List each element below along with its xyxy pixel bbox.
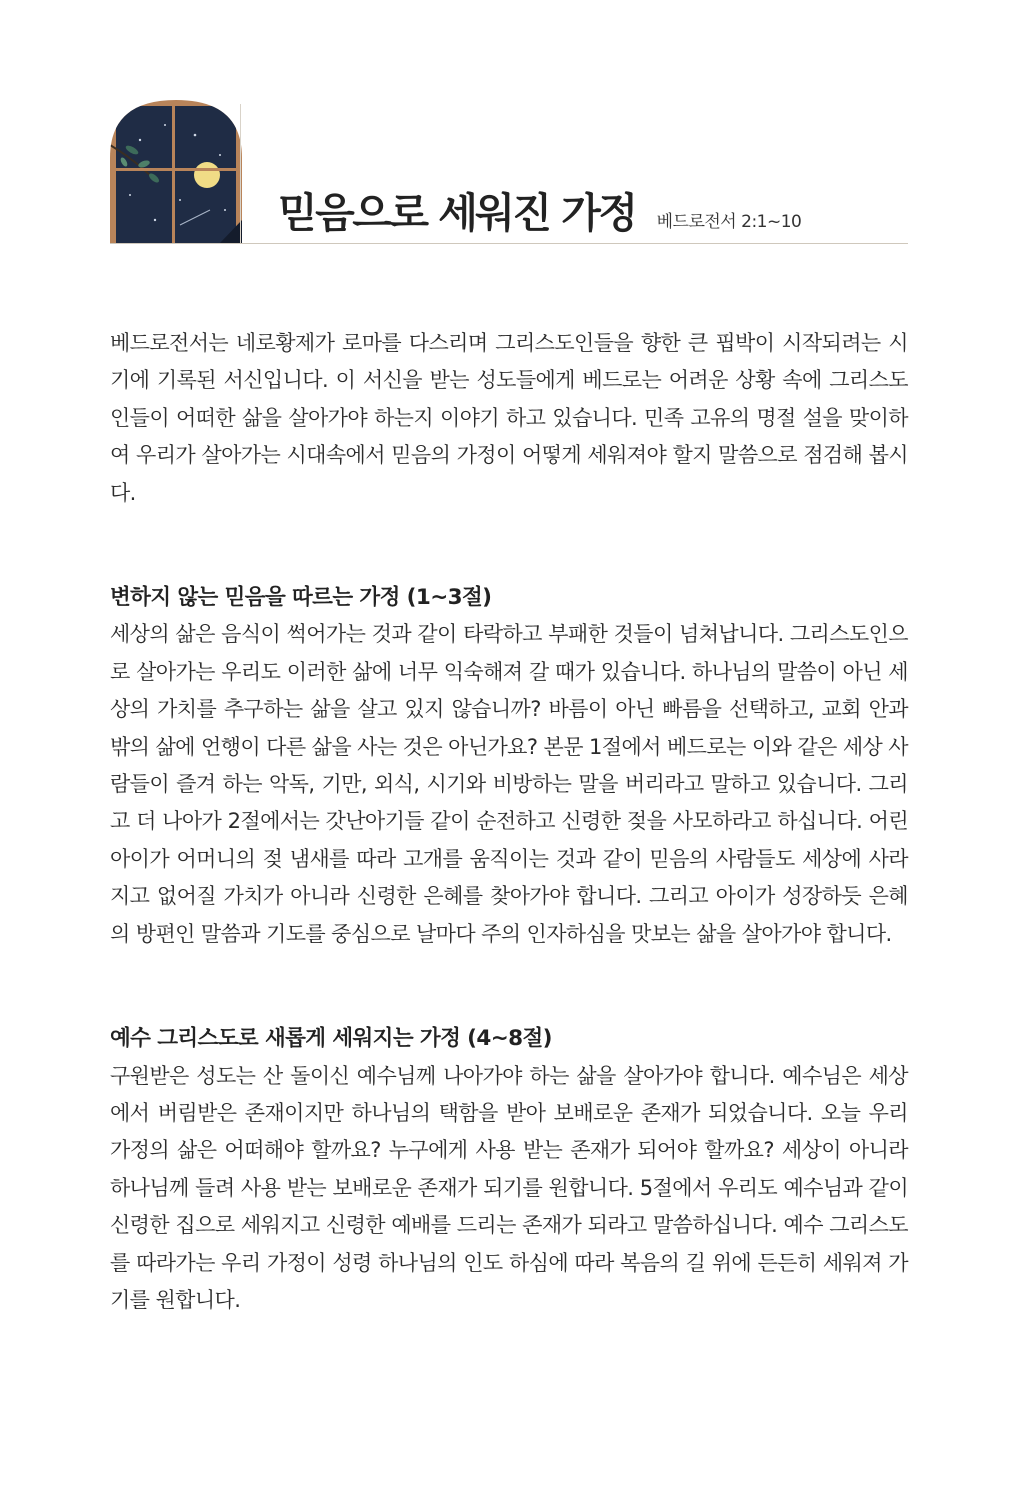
section-2 (110, 1020, 908, 1319)
title-row (278, 180, 801, 239)
intro-paragraph: 베드로전서는 네로황제가 로마를 다스리며 그리스도인들을 향한 큰 핍박이 시작되려는 시기에 기록된 서신입니다. 이 서신을 받는 성도들에게 베드로는 어려운 상황 속에 그리스도인들이 어떠한 삶을 살아가야 하는지 이야기 하고 있습니다. 민족 고유의 명절 설을 맞이하여 우리가 살아가는 시대속에서 믿음의 가정이 어떻게 세워져야 할지 말씀으로 점검해 봅시다. (110, 331, 908, 505)
section-heading: 예수 그리스도로 새롭게 세워지는 가정 (4~8절) (110, 1026, 552, 1052)
section-paragraph: 세상의 삶은 음식이 썩어가는 것과 같이 타락하고 부패한 것들이 넘쳐납니다. 그리스도인으로 살아가는 우리도 이러한 삶에 너무 익숙해져 갈 때가 있습니다. 하나님의 말씀이 아닌 세상의 가치를 추구하는 삶을 살고 있지 않습니까? 바름이 아닌 빠름을 선택하고, 교회 안과 밖의 삶에 언행이 다른 삶을 사는 것은 아닌가요? 본문 1절에서 베드로는 이와 같은 세상 사람들이 즐겨 하는 악독, 기만, 외식, 시기와 비방하는 말을 버리라고 말하고 있습니다. 그리고 더 나아가 2절에서는 갓난아기들 같이 순전하고 신령한 젖을 사모하라고 하십니다. 어린아이가 어머니의 젖 냄새를 따라 고개를 움직이는 것과 같이 믿음의 사람들도 세상에 사라지고 없어질 가치가 아니라 신령한 은혜를 찾아가야 합니다. 그리고 아이가 성장하듯 은혜의 방편인 말씀과 기도를 중심으로 날마다 주의 인자하심을 맛보는 삶을 살아가야 합니다. (110, 622, 908, 946)
scripture-reference: 베드로전서 2:1~10 (656, 212, 802, 232)
header-divider (110, 243, 908, 244)
page-title: 믿음으로 세워진 가정 (278, 189, 636, 237)
page-header (110, 100, 908, 244)
night-window-illustration (110, 100, 242, 243)
section-paragraph: 구원받은 성도는 산 돌이신 예수님께 나아가야 하는 삶을 살아가야 합니다. 예수님은 세상에서 버림받은 존재이지만 하나님의 택함을 받아 보배로운 존재가 되었습니다. 오늘 우리 가정의 삶은 어떠해야 할까요? 누구에게 사용 받는 존재가 되어야 할까요? 세상이 아니라 하나님께 들려 사용 받는 보배로운 존재가 되기를 원합니다. 5절에서 우리도 예수님과 같이 신령한 집으로 세워지고 신령한 예배를 드리는 존재가 되라고 말씀하십니다. 예수 그리스도를 따라가는 우리 가정이 성령 하나님의 인도 하심에 따라 복음의 길 위에 든든히 세워져 가기를 원합니다. (110, 1063, 908, 1312)
section-heading: 변하지 않는 믿음을 따르는 가정 (1~3절) (110, 585, 492, 611)
section-1 (110, 579, 908, 953)
header-divider-vertical (240, 104, 241, 243)
article-body (110, 325, 908, 1319)
